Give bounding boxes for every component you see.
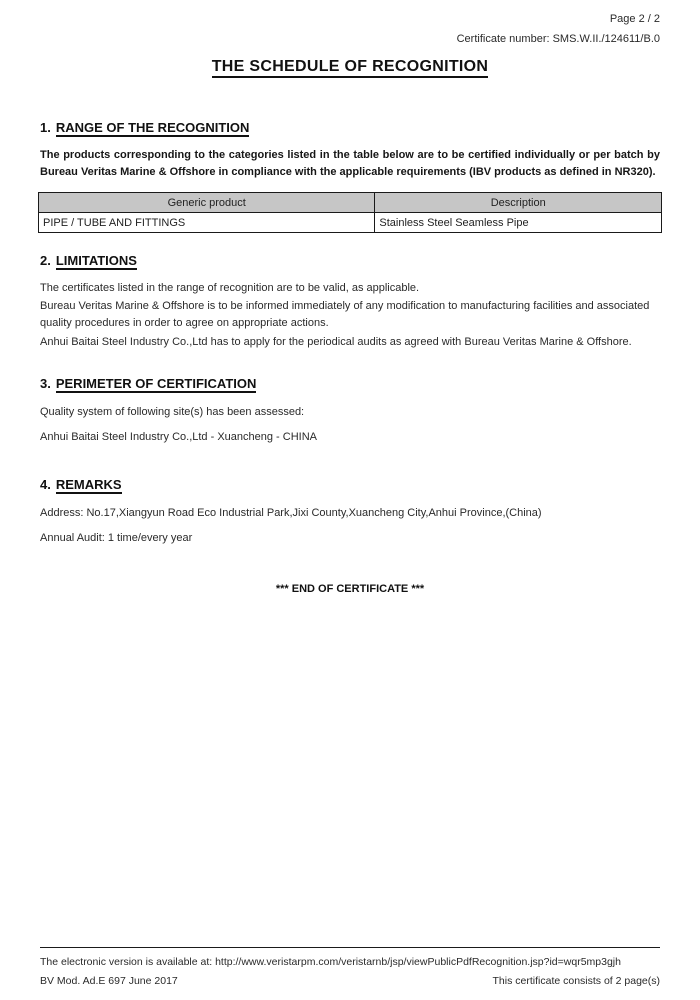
section-4-number: 4.	[40, 477, 51, 492]
limitations-paragraph-1: The certificates listed in the range of recognition are to be valid, as applicable.	[40, 282, 420, 294]
table-cell-description: Stainless Steel Seamless Pipe	[375, 213, 662, 233]
certificate-number: Certificate number: SMS.W.II./124611/B.0	[456, 33, 660, 45]
products-table-header-row	[39, 193, 662, 213]
address-line: Address: No.17,Xiangyun Road Eco Industrial Park,Jixi County,Xuancheng City,Anhui Province,(China)	[40, 507, 542, 519]
assessed-site-line: Anhui Baitai Steel Industry Co.,Ltd - Xuancheng - CHINA	[40, 431, 317, 443]
perimeter-intro-line: Quality system of following site(s) has been assessed:	[40, 406, 305, 418]
limitations-paragraph-3: Anhui Baitai Steel Industry Co.,Ltd has to apply for the periodical audits as agreed with Bureau Veritas Marine & Offshore.	[40, 336, 632, 348]
end-of-certificate-marker: *** END OF CERTIFICATE ***	[275, 583, 425, 595]
form-reference: BV Mod. Ad.E 697 June 2017	[40, 975, 178, 987]
section-1-heading	[40, 120, 249, 135]
products-table	[38, 192, 662, 233]
section-2-heading	[40, 253, 137, 268]
limitations-paragraph-2: Bureau Veritas Marine & Offshore is to be informed immediately of any modification to manufacturing facilities and associated quality procedures in order to agree on appropriate actions.	[40, 300, 650, 329]
document-title-text: THE SCHEDULE OF RECOGNITION	[212, 58, 489, 78]
section-2-number: 2.	[40, 253, 51, 268]
page-count-note: This certificate consists of 2 page(s)	[492, 975, 660, 987]
section-3-heading	[40, 376, 256, 391]
document-title	[0, 58, 700, 76]
annual-audit-line: Annual Audit: 1 time/every year	[40, 532, 193, 544]
footer-divider	[40, 947, 660, 948]
section-1-title: RANGE OF THE RECOGNITION	[55, 120, 250, 135]
section-1-intro: The products corresponding to the categories listed in the table below are to be certified individually or per batch by Bureau Veritas Marine & Offshore in compliance with the applicable requirements (IBV products as defined in NR320).	[40, 149, 660, 178]
electronic-version-line: The electronic version is available at: http://www.veristarpm.com/veristarnb/jsp/viewPublicPdfRecognition.jsp?id=wqr5mp3gjh	[40, 956, 621, 968]
table-header-generic-product: Generic product	[39, 193, 375, 213]
section-4-heading	[40, 477, 122, 492]
section-3-number: 3.	[40, 376, 51, 391]
table-cell-generic-product: PIPE / TUBE AND FITTINGS	[39, 213, 375, 233]
footer-bottom-row	[40, 975, 660, 987]
table-row	[39, 213, 662, 233]
section-3-title: PERIMETER OF CERTIFICATION	[55, 376, 257, 391]
section-4-title: REMARKS	[55, 477, 122, 492]
section-2-title: LIMITATIONS	[55, 253, 137, 268]
page-number: Page 2 / 2	[609, 13, 660, 25]
section-1-number: 1.	[40, 120, 51, 135]
table-header-description: Description	[375, 193, 662, 213]
